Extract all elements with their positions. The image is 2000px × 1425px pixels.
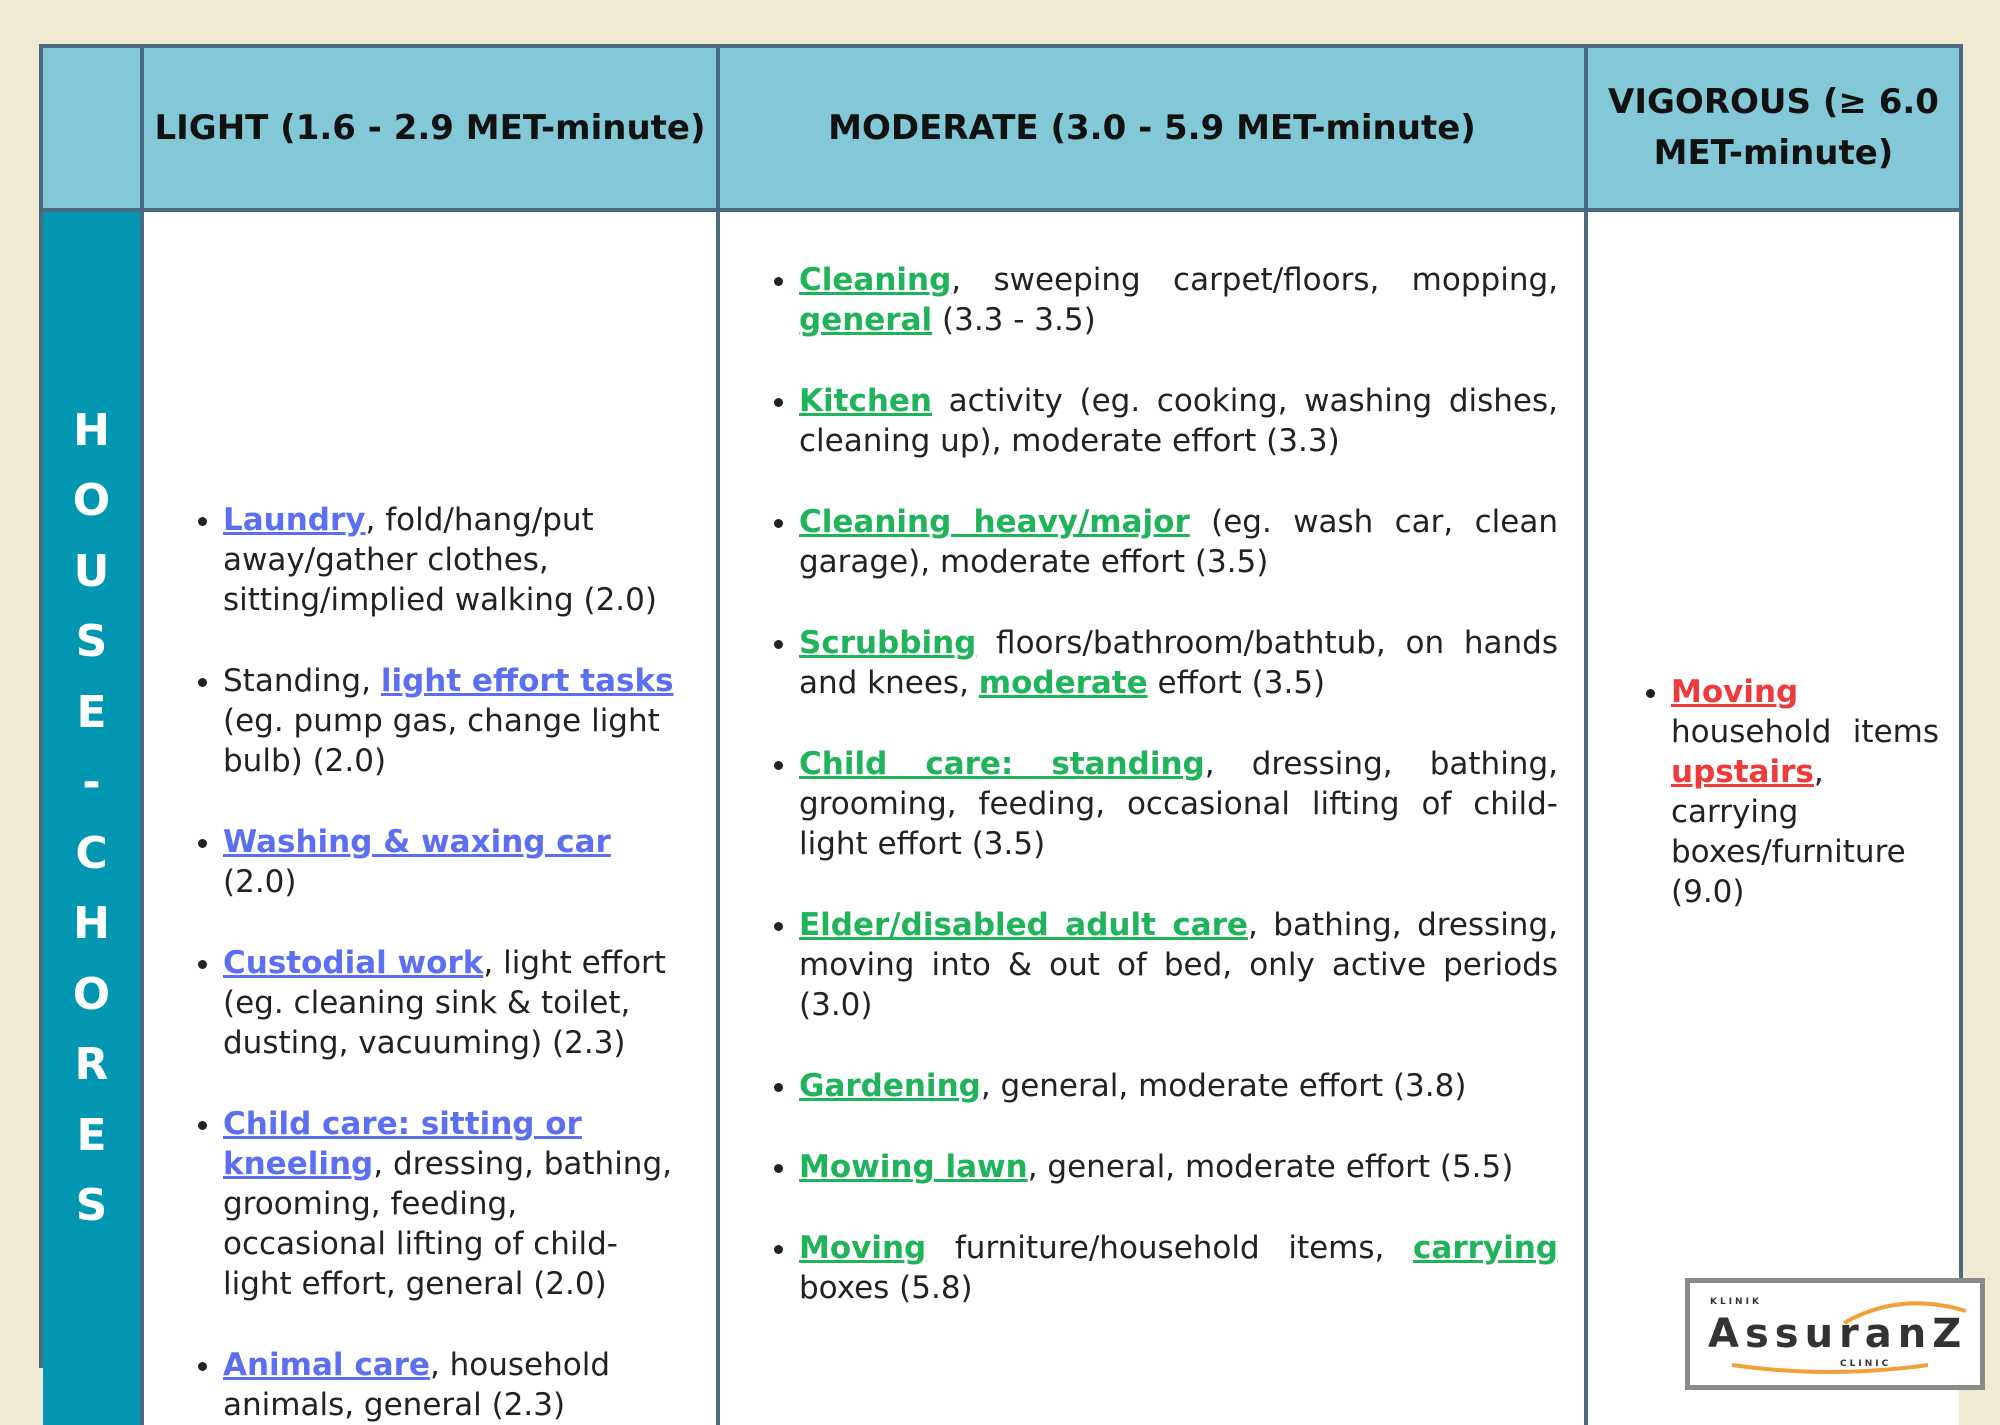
activity-link[interactable]: Kitchen xyxy=(799,383,933,419)
light-activity-item xyxy=(223,822,682,902)
category-letter: H xyxy=(73,404,110,456)
activity-link[interactable]: Moving xyxy=(1671,674,1799,710)
category-letter: R xyxy=(74,1039,109,1090)
header-vigorous-line1: VIGOROUS (≥ 6.0 xyxy=(1608,82,1939,122)
item-text: activity (eg. cooking, washing dishes, cleaning up), moderate effort (3.3) xyxy=(799,383,1558,459)
logo-arc-icon xyxy=(1840,1297,1970,1325)
activity-link[interactable]: Washing & waxing car xyxy=(223,824,611,860)
header-moderate: MODERATE (3.0 - 5.9 MET-minute) xyxy=(720,48,1588,212)
item-text: effort (3.5) xyxy=(1147,665,1326,701)
activity-link[interactable]: Elder/disabled adult care xyxy=(799,907,1248,943)
moderate-activity-item xyxy=(799,381,1558,461)
category-letter: S xyxy=(75,1180,108,1231)
category-column xyxy=(43,212,144,1425)
light-column xyxy=(144,212,720,1425)
item-text: , general, moderate effort (3.8) xyxy=(980,1068,1467,1104)
item-text: (eg. wash car, clean garage), moderate effort (3.5) xyxy=(799,504,1558,580)
item-text: (2.0) xyxy=(223,864,297,900)
activity-link[interactable]: moderate xyxy=(978,665,1148,701)
clinic-logo xyxy=(1685,1278,1985,1390)
item-text: , carrying boxes/furniture (9.0) xyxy=(1671,754,1906,910)
activity-link[interactable]: Child care: sitting or kneeling xyxy=(223,1106,582,1182)
category-letter: H xyxy=(73,898,110,949)
header-corner xyxy=(43,48,144,212)
logo-bottom-text: CLINIC xyxy=(1840,1359,1892,1369)
category-letter: E xyxy=(76,686,107,738)
header-vigorous xyxy=(1588,48,1959,212)
item-text: , bathing, dressing, moving into & out of bed, only active periods (3.0) xyxy=(799,907,1558,1023)
item-text: furniture/household items, xyxy=(926,1230,1414,1266)
item-text: , sweeping carpet/floors, mopping, xyxy=(951,262,1558,298)
item-prefix-text: Standing, xyxy=(223,663,381,699)
light-activity-item xyxy=(223,661,682,781)
activity-link[interactable]: Mowing lawn xyxy=(799,1149,1028,1185)
activity-link[interactable]: Moving xyxy=(799,1230,927,1266)
vigorous-column xyxy=(1588,212,1959,1425)
activity-link[interactable]: upstairs xyxy=(1671,754,1814,790)
light-activity-item xyxy=(223,1104,682,1304)
light-activity-item xyxy=(223,943,682,1063)
moderate-activity-item xyxy=(799,1147,1558,1187)
moderate-column xyxy=(720,212,1588,1425)
category-label xyxy=(73,396,110,1242)
item-text: floors/bathroom/bathtub, on hands and knees, xyxy=(799,625,1558,701)
category-letter: C xyxy=(75,827,108,879)
moderate-activity-list xyxy=(720,260,1584,1308)
item-text: (eg. pump gas, change light bulb) (2.0) xyxy=(223,703,660,779)
activity-link[interactable]: carrying xyxy=(1413,1230,1558,1266)
logo-name: AssuranZ xyxy=(1708,1311,1968,1357)
item-text: boxes (5.8) xyxy=(799,1270,973,1306)
activity-link[interactable]: Cleaning xyxy=(799,262,952,298)
moderate-activity-item xyxy=(799,1066,1558,1106)
header-light: LIGHT (1.6 - 2.9 MET-minute) xyxy=(144,48,720,212)
met-activity-table xyxy=(39,44,1963,1423)
activity-link[interactable]: Cleaning heavy/major xyxy=(799,504,1190,540)
activity-link[interactable]: general xyxy=(799,302,933,338)
logo-top-text: KLINIK xyxy=(1710,1297,1762,1307)
category-letter: U xyxy=(73,545,110,597)
item-text: (3.3 - 3.5) xyxy=(932,302,1096,338)
category-letter: O xyxy=(72,968,111,1020)
category-letter: E xyxy=(76,1109,107,1161)
vigorous-activity-list xyxy=(1588,672,1959,912)
activity-link[interactable]: Child care: standing xyxy=(799,746,1205,782)
item-text: , fold/hang/put away/gather clothes, sitting/implied walking (2.0) xyxy=(223,502,657,618)
item-text: , dressing, bathing, grooming, feeding, occasional lifting of child- light effort (3.5) xyxy=(799,746,1558,862)
vigorous-activity-item xyxy=(1671,672,1939,912)
light-activity-list xyxy=(144,500,716,1425)
category-letter: S xyxy=(75,616,108,667)
item-text: , household animals, general (2.3) xyxy=(223,1347,611,1423)
activity-link[interactable]: Custodial work xyxy=(223,945,484,981)
item-text: household items xyxy=(1671,714,1939,750)
activity-link[interactable]: Laundry xyxy=(223,502,366,538)
activity-link[interactable]: light effort tasks xyxy=(380,663,674,699)
moderate-activity-item xyxy=(799,1228,1558,1308)
item-text: , light effort (eg. cleaning sink & toilet, dusting, vacuuming) (2.3) xyxy=(223,945,666,1061)
item-text: , dressing, bathing, grooming, feeding, occasional lifting of child- light effort, general (2.0) xyxy=(223,1146,672,1302)
category-letter: O xyxy=(72,475,111,526)
light-activity-item xyxy=(223,1345,682,1425)
category-letter: - xyxy=(82,757,101,808)
moderate-activity-item xyxy=(799,905,1558,1025)
activity-link[interactable]: Gardening xyxy=(799,1068,981,1104)
header-vigorous-line2: MET-minute) xyxy=(1653,133,1894,173)
activity-link[interactable]: Scrubbing xyxy=(799,625,977,661)
item-text: , general, moderate effort (5.5) xyxy=(1027,1149,1514,1185)
activity-link[interactable]: Animal care xyxy=(223,1347,430,1383)
logo-swoosh-icon xyxy=(1730,1361,1930,1377)
moderate-activity-item xyxy=(799,744,1558,864)
moderate-activity-item xyxy=(799,260,1558,340)
moderate-activity-item xyxy=(799,623,1558,703)
moderate-activity-item xyxy=(799,502,1558,582)
light-activity-item xyxy=(223,500,682,620)
